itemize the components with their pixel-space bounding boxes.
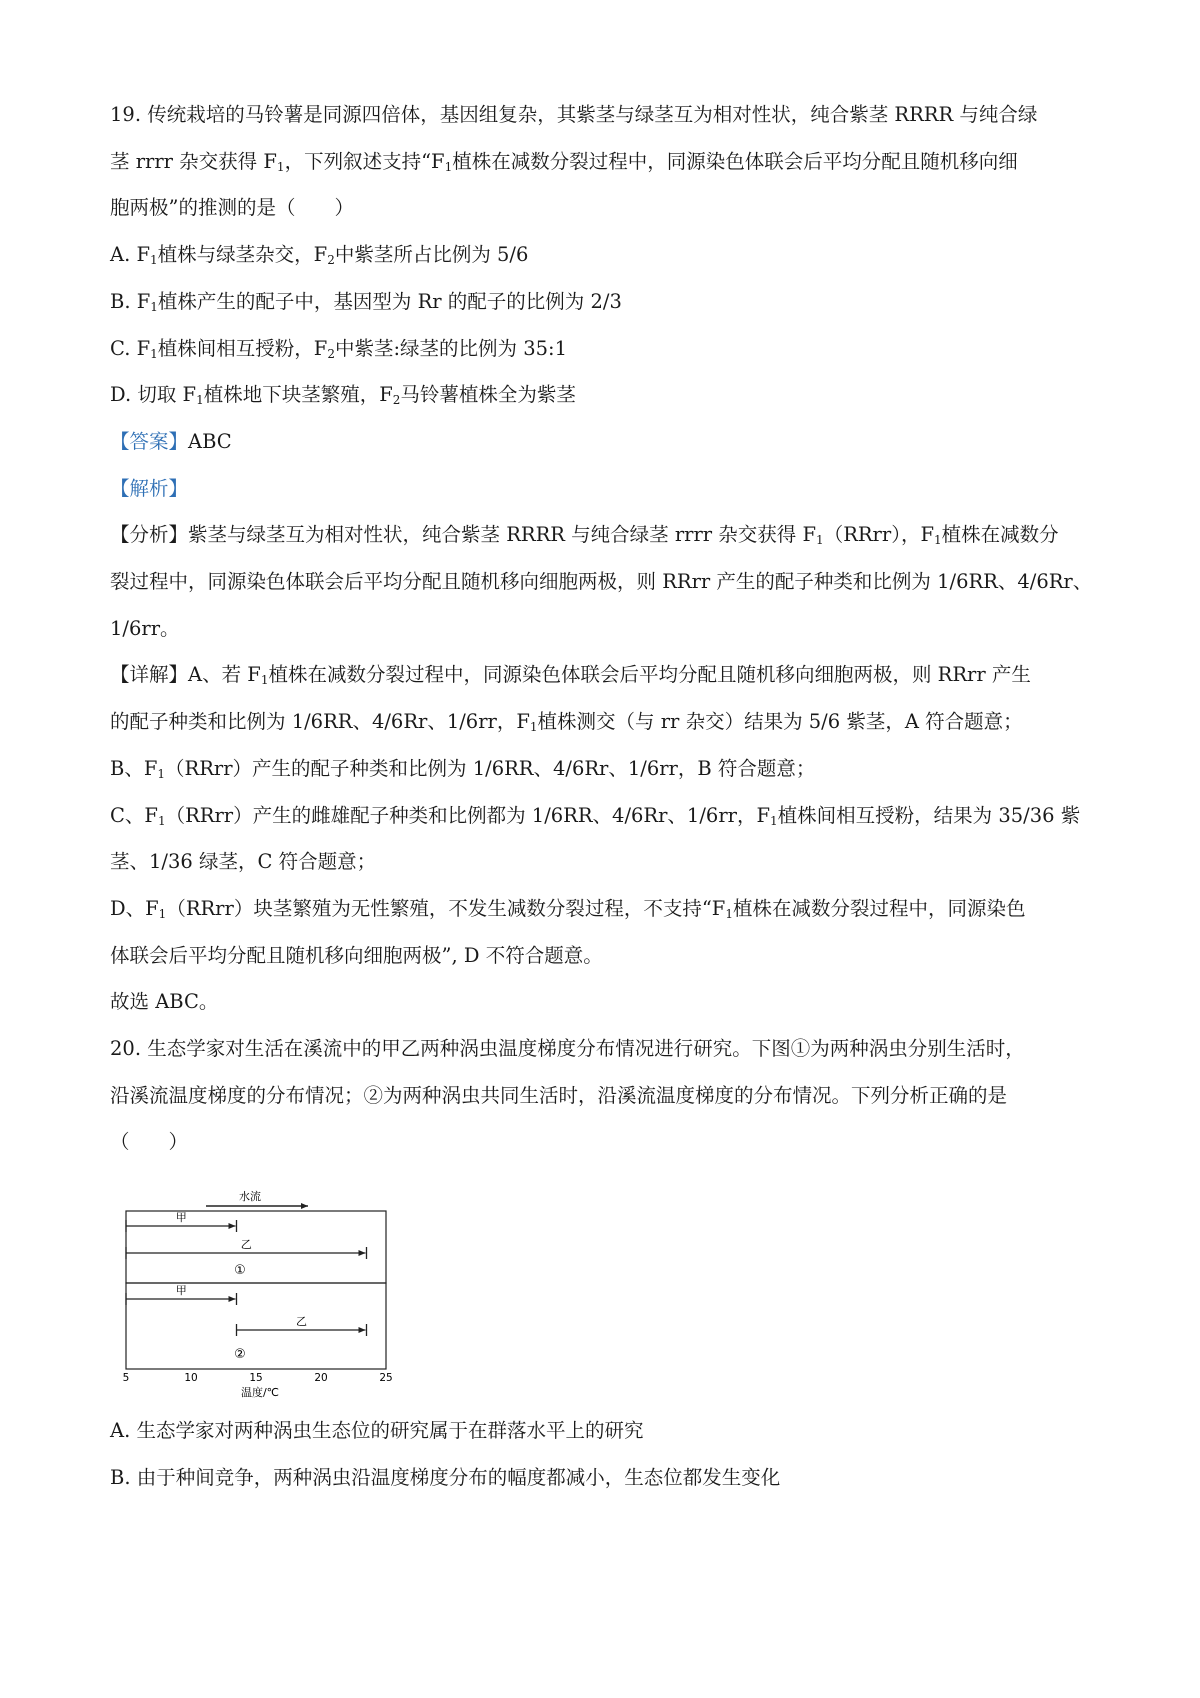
q19-options	[110, 232, 1110, 419]
x-tick-label: 20	[314, 1372, 328, 1385]
q19-answer	[110, 419, 1110, 466]
panel-1-species-1-label: 甲	[175, 1211, 187, 1225]
explanation-line: B、$F_1(RRrr)$产生的配子种类和比例为 1/6RR、4/6Rr、1/6rr，B 符合题意；	[110, 756, 816, 781]
q19-stem-line: 茎 rrrr 杂交获得 $F_1$，下列叙述支持“$F_1$植株在减数分裂过程中，同源染色体联会后平均分配且随机移向细	[110, 149, 1018, 174]
q20-figure	[110, 1176, 1110, 1402]
panel-1-label: ①	[234, 1263, 246, 1279]
q19-option-a: A. $F_1$植株与绿茎杂交，$F_2$中紫茎所占比例为 5/6	[110, 243, 529, 268]
explanation-line: C、$F_1(RRrr)$产生的雌雄配子种类和比例都为 1/6RR、4/6Rr、1/6rr，$F_1$植株间相互授粉，结果为 35/36 紫	[110, 803, 1081, 828]
explanation-line: 【分析】紫茎与绿茎互为相对性状，纯合紫茎 RRRR 与纯合绿茎 rrrr 杂交获得 $F_1(RRrr)$，$F_1$植株在减数分	[110, 523, 1059, 548]
q19-analysis-heading	[110, 466, 1110, 513]
answer-tag: 【答案】	[110, 429, 189, 453]
panel-2-label: ②	[234, 1347, 246, 1363]
x-tick-label: 5	[122, 1372, 130, 1385]
panel-1-frame	[126, 1211, 386, 1283]
q19-option-d: D. 切取 $F_1$植株地下块茎繁殖，$F_2$马铃薯植株全为紫茎	[110, 383, 576, 408]
q20-stem-line: 沿溪流温度梯度的分布情况；②为两种涡虫共同生活时，沿溪流温度梯度的分布情况。下列分析正确的是	[110, 1083, 1008, 1107]
q19-stem-line: 19. 传统栽培的马铃薯是同源四倍体，基因组复杂，其紫茎与绿茎互为相对性状，纯合紫茎 RRRR 与纯合绿	[110, 103, 1038, 126]
explanation-line: 体联会后平均分配且随机移向细胞两极”, D 不符合题意。	[110, 943, 603, 967]
q19-stem-line: 胞两极”的推测的是（ ）	[110, 196, 354, 220]
explanation-line: 【详解】A、若 $F_1$植株在减数分裂过程中，同源染色体联会后平均分配且随机移向细胞两极，则 RRrr 产生	[110, 663, 1031, 688]
panel-2-species-2-label: 乙	[296, 1315, 307, 1329]
answer-value: ABC	[188, 429, 232, 453]
x-tick-label: 10	[184, 1372, 198, 1385]
distribution-diagram	[122, 1176, 426, 1402]
x-axis-label: 温度/℃	[240, 1386, 280, 1400]
q20-option-a: A. 生态学家对两种涡虫生态位的研究属于在群落水平上的研究	[110, 1419, 644, 1443]
x-tick-label: 25	[379, 1372, 393, 1385]
q19-explanation	[110, 512, 1110, 1026]
explanation-line: D、$F_1(RRrr)$块茎繁殖为无性繁殖，不发生减数分裂过程，不支持“$F_1$植株在减数分裂过程中，同源染色	[110, 896, 1026, 921]
exam-page	[110, 92, 1110, 1502]
panel-2-species-1-label: 甲	[175, 1284, 187, 1298]
q19-option-b: B. $F_1$植株产生的配子中，基因型为 Rr 的配子的比例为 2/3	[110, 289, 622, 314]
explanation-line: 茎、1/36 绿茎，C 符合题意；	[110, 850, 377, 874]
q20-options	[110, 1408, 1110, 1501]
q20-option-b: B. 由于种间竞争，两种涡虫沿温度梯度分布的幅度都减小，生态位都发生变化	[110, 1465, 781, 1489]
explanation-line: 裂过程中，同源染色体联会后平均分配且随机移向细胞两极，则 RRrr 产生的配子种类和比例为 1/6RR、4/6Rr、	[110, 570, 1093, 594]
q20-stem-line: 20. 生态学家对生活在溪流中的甲乙两种涡虫温度梯度分布情况进行研究。下图①为两种涡虫分别生活时，	[110, 1037, 1025, 1061]
explanation-line: 故选 ABC。	[110, 990, 219, 1014]
water-flow-label: 水流	[239, 1190, 261, 1204]
panel-2-frame	[126, 1283, 386, 1369]
q20-stem-line: （ ）	[110, 1130, 189, 1154]
explanation-line: 的配子种类和比例为 1/6RR、4/6Rr、1/6rr，$F_1$植株测交（与 rr 杂交）结果为 5/6 紫茎，A 符合题意；	[110, 710, 1023, 735]
panel-1-species-2-label: 乙	[240, 1238, 252, 1252]
explanation-line: 1/6rr。	[110, 616, 180, 640]
q19-stem	[110, 92, 1110, 232]
q19-option-c: C. $F_1$植株间相互授粉，$F_2$中紫茎:绿茎的比例为 35:1	[110, 336, 568, 361]
analysis-tag: 【解析】	[110, 476, 189, 500]
q20-stem	[110, 1026, 1110, 1166]
x-tick-label: 15	[249, 1372, 263, 1385]
